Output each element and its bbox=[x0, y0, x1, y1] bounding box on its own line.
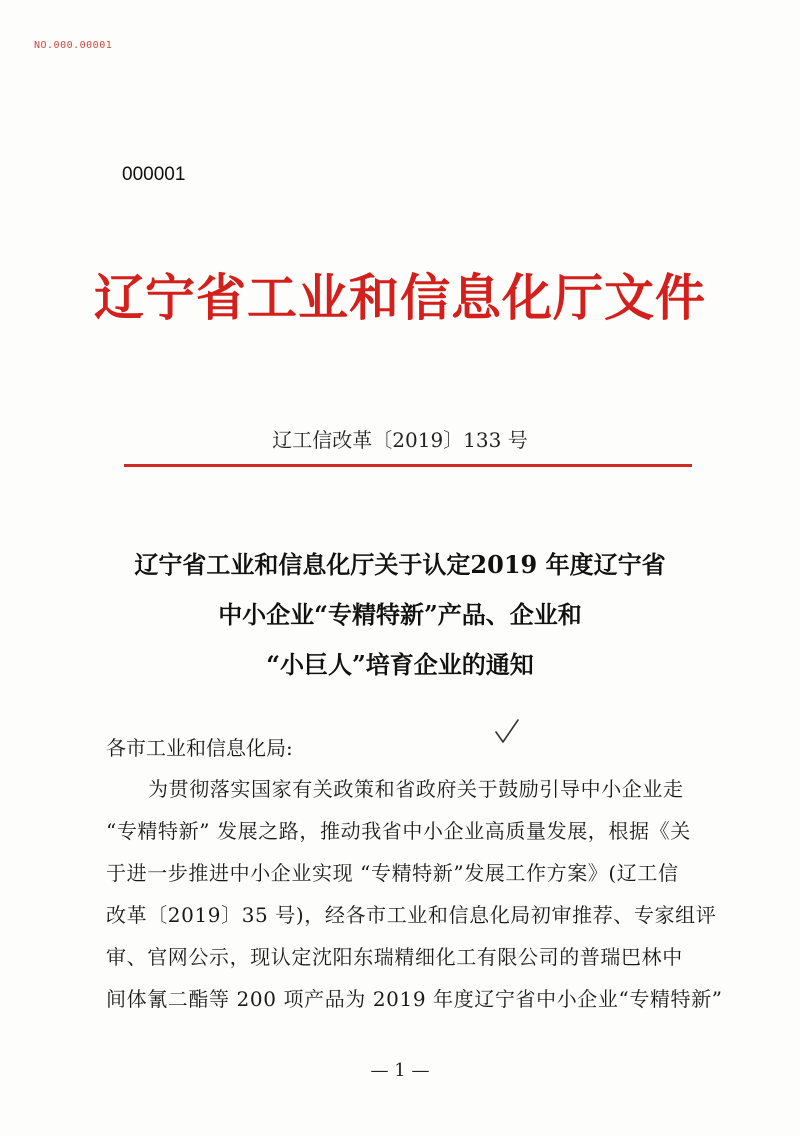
red-divider-rule bbox=[124, 464, 692, 467]
handwritten-check-icon bbox=[494, 718, 520, 748]
body-line: 于进一步推进中小企业实现 “专精特新”发展工作方案》(辽工信 bbox=[106, 861, 679, 885]
title-line: 辽宁省工业和信息化厅关于认定2019 年度辽宁省 bbox=[134, 550, 666, 579]
title-line: “小巨人”培育企业的通知 bbox=[266, 650, 534, 679]
body-line: “专精特新” 发展之路，推动我省中小企业高质量发展，根据《关 bbox=[106, 819, 691, 843]
body-paragraph bbox=[106, 768, 726, 1020]
addressee: 各市工业和信息化局: bbox=[106, 736, 293, 760]
title-line: 中小企业“专精特新”产品、企业和 bbox=[218, 600, 582, 629]
body-line: 间体氰二酯等 200 项产品为 2019 年度辽宁省中小企业“专精特新” bbox=[106, 987, 723, 1011]
document-title bbox=[0, 540, 800, 690]
body-line: 为贯彻落实国家有关政策和省政府关于鼓励引导中小企业走 bbox=[148, 777, 684, 801]
document-number: 辽工信改革〔2019〕133 号 bbox=[272, 428, 528, 452]
copy-number: 000001 bbox=[122, 164, 186, 185]
body-line: 审、官网公示，现认定沈阳东瑞精细化工有限公司的普瑞巴林中 bbox=[106, 945, 683, 969]
body-line: 改革〔2019〕35 号)，经各市工业和信息化局初审推荐、专家组评 bbox=[106, 903, 717, 927]
page-number: — 1 — bbox=[370, 1060, 430, 1081]
serial-stamp: NO.000.00001 bbox=[34, 40, 113, 51]
document-masthead: 辽宁省工业和信息化厅文件 bbox=[94, 268, 706, 327]
